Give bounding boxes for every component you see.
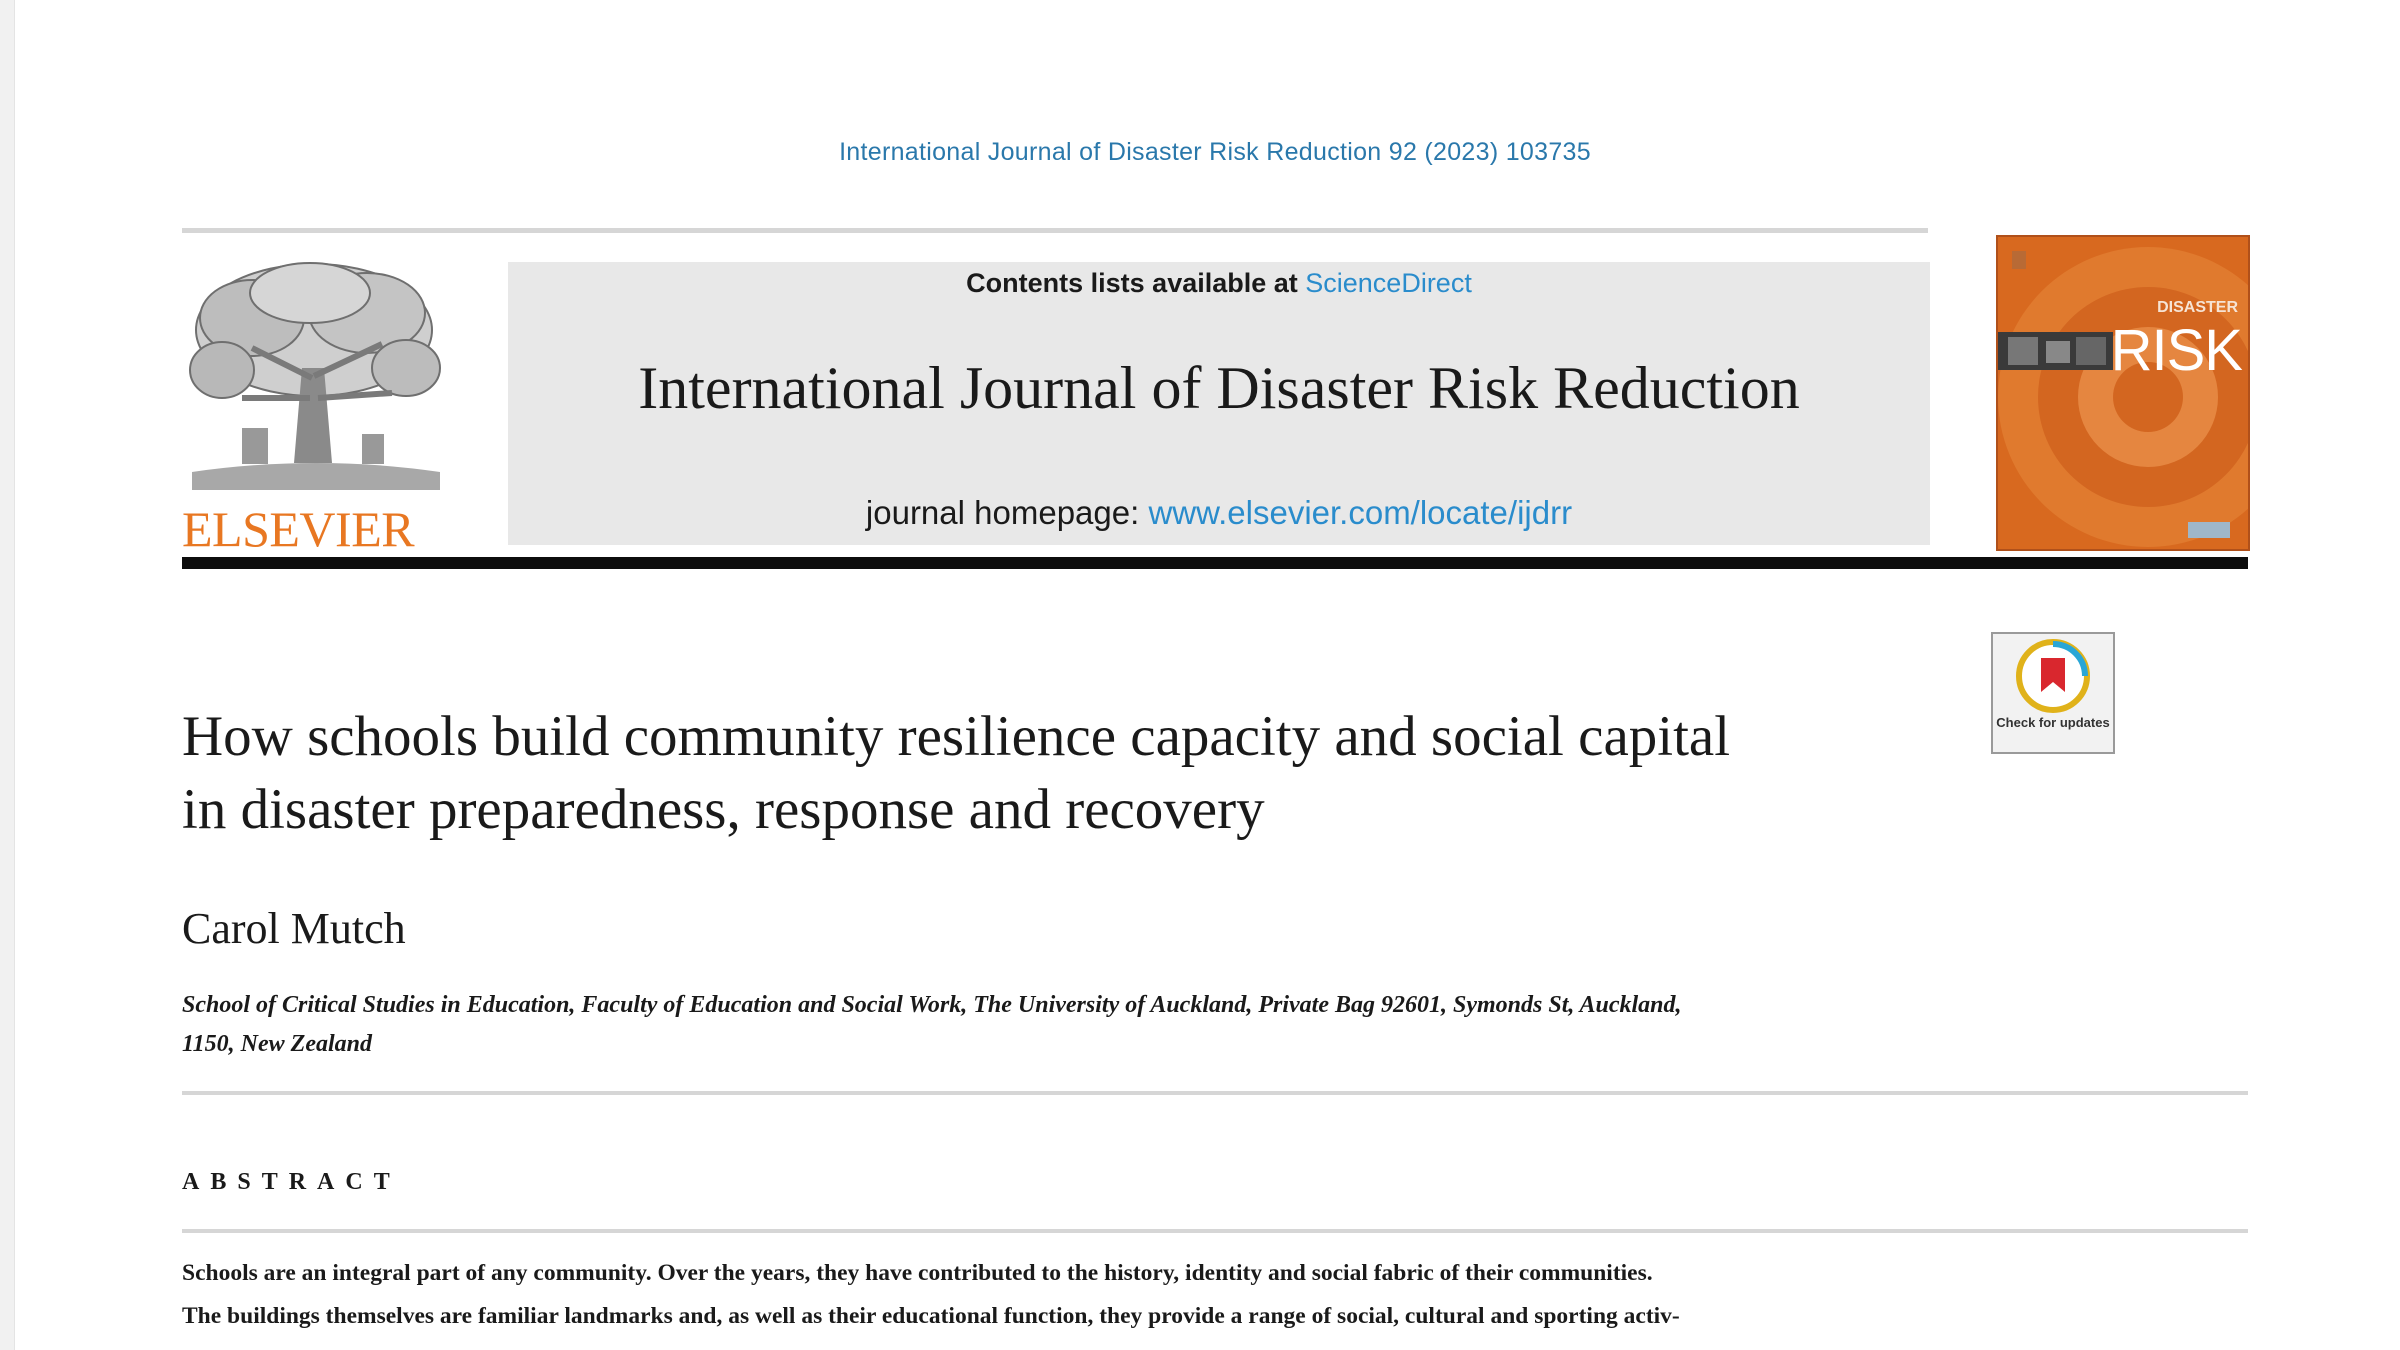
abstract-body [182, 1252, 2248, 1338]
elsevier-tree-icon [182, 258, 450, 498]
homepage-prefix: journal homepage: [865, 494, 1149, 531]
article-title [182, 700, 1962, 846]
article-title-line-2: in disaster preparedness, response and recovery [182, 778, 1265, 841]
elsevier-wordmark: ELSEVIER [182, 501, 415, 557]
elsevier-logo[interactable] [182, 258, 450, 557]
affiliation-line-2: 1150, New Zealand [182, 1031, 372, 1057]
author-affiliation [182, 986, 1942, 1064]
journal-title: International Journal of Disaster Risk Reduction [638, 355, 1800, 421]
homepage-line [508, 494, 1930, 532]
contents-line [508, 268, 1930, 299]
journal-citation[interactable]: International Journal of Disaster Risk Reduction 92 (2023) 103735 [839, 138, 1591, 166]
journal-cover-image[interactable] [1996, 235, 2250, 551]
abstract-line-2: The buildings themselves are familiar landmarks and, as well as their educational function, they provide a range of social, cultural and sporting activ- [182, 1303, 1680, 1329]
homepage-link[interactable]: www.elsevier.com/locate/ijdrr [1148, 494, 1573, 531]
header-divider [182, 228, 1928, 233]
sciencedirect-link[interactable]: ScienceDirect [1305, 268, 1472, 298]
check-for-updates-badge[interactable] [1991, 632, 2115, 754]
journal-masthead-box [508, 262, 1930, 545]
abstract-line-1: Schools are an integral part of any community. Over the years, they have contributed to the history, identity and social fabric of their communities. [182, 1260, 1653, 1286]
check-updates-label: Check for updates [1996, 715, 2110, 730]
author-name[interactable]: Carol Mutch [182, 904, 406, 953]
affiliation-divider [182, 1091, 2248, 1095]
bookmark-ribbon-icon [1993, 634, 2113, 718]
cover-art-icon [1998, 237, 2248, 549]
masthead-thick-rule [182, 557, 2248, 569]
viewer-left-margin [0, 0, 15, 1350]
abstract-heading: ABSTRACT [182, 1169, 401, 1195]
cover-label-small: DISASTER [2157, 299, 2238, 316]
affiliation-line-1: School of Critical Studies in Education, Faculty of Education and Social Work, The University of Auckland, Private Bag 92601, Symonds St, Auckland, [182, 992, 1682, 1018]
abstract-divider [182, 1229, 2248, 1233]
article-title-line-1: How schools build community resilience capacity and social capital [182, 705, 1731, 768]
contents-prefix: Contents lists available at [966, 268, 1306, 298]
cover-label-big: RISK [2110, 318, 2242, 383]
